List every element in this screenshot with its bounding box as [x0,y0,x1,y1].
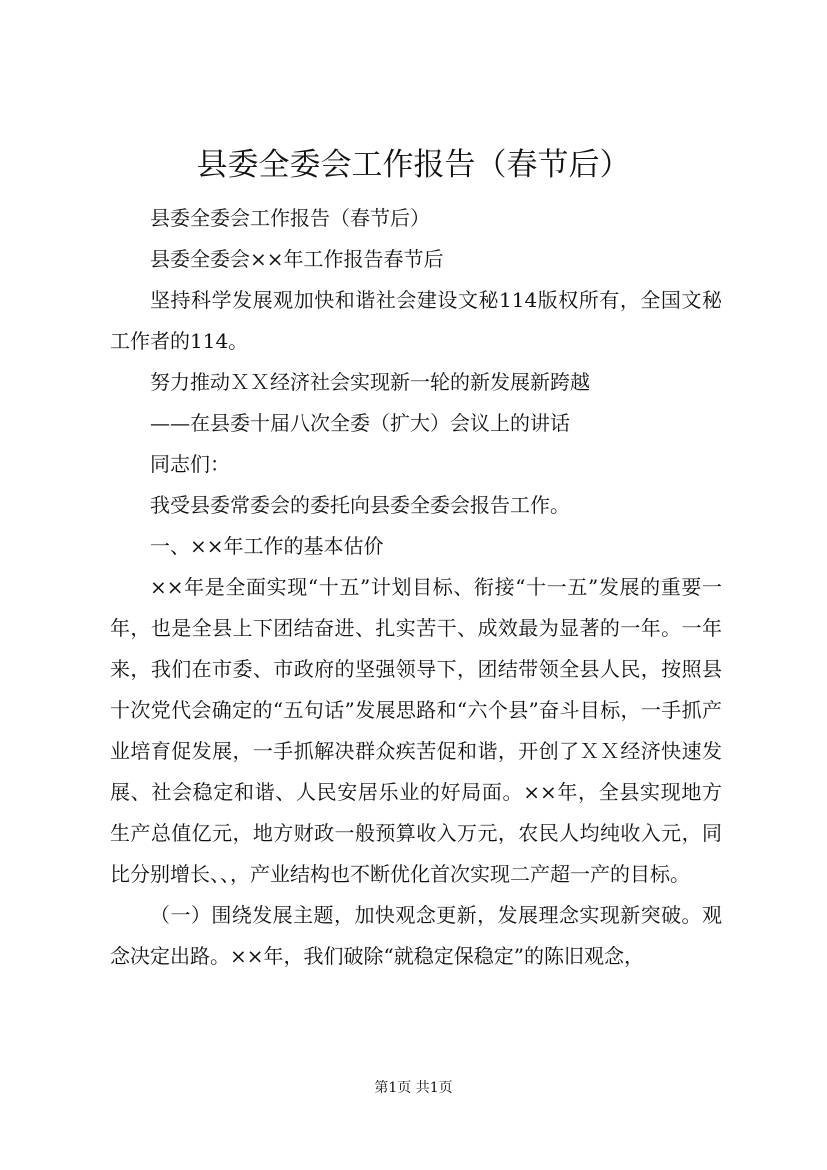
paragraph: 同志们： [150,452,230,476]
paragraph: 努力推动ＸＸ经济社会实现新一轮的新发展新跨越 [150,370,590,394]
paragraph: ××年是全面实现“十五”计划目标、衔接“十一五”发展的重要一年，也是全县上下团结奋进、扎实苦干、成效最为显著的一年。一年来，我们在市委、市政府的坚强领导下，团结带领全县人民，按照县十次党代会确定的“五句话”发展思路和“六个县”奋斗目标，一手抓产业培育促发展，一手抓解决群众疾苦促和谐，开创了ＸＸ经济快速发展、社会稳定和谐、人民安居乐业的好局面。××年，全县实现地方生产总值亿元，地方财政一般预算收入万元，农民人均纯收入元，同比分别增长、、，产业结构也不断优化首次实现二产超一产的目标。 [110,575,722,886]
paragraph: 我受县委常委会的委托向县委全委会报告工作。 [150,493,570,517]
paragraph: 县委全委会工作报告（春节后） [150,206,430,230]
paragraph: （一）围绕发展主题，加快观念更新，发展理念实现新突破。观念决定出路。××年，我们破除“就稳定保稳定”的陈旧观念， [110,903,722,968]
page-footer: 第1页 共1页 [374,1080,453,1096]
paragraph: 坚持科学发展观加快和谐社会建设文秘114版权所有，全国文秘工作者的114。 [110,288,722,353]
paragraph: ——在县委十届八次全委（扩大）会议上的讲话 [150,411,570,435]
paragraph: 一、××年工作的基本估价 [150,534,384,558]
paragraph: 县委全委会××年工作报告春节后 [150,247,444,271]
document-title: 县委全委会工作报告（春节后） [196,147,631,183]
document-body [110,198,722,977]
